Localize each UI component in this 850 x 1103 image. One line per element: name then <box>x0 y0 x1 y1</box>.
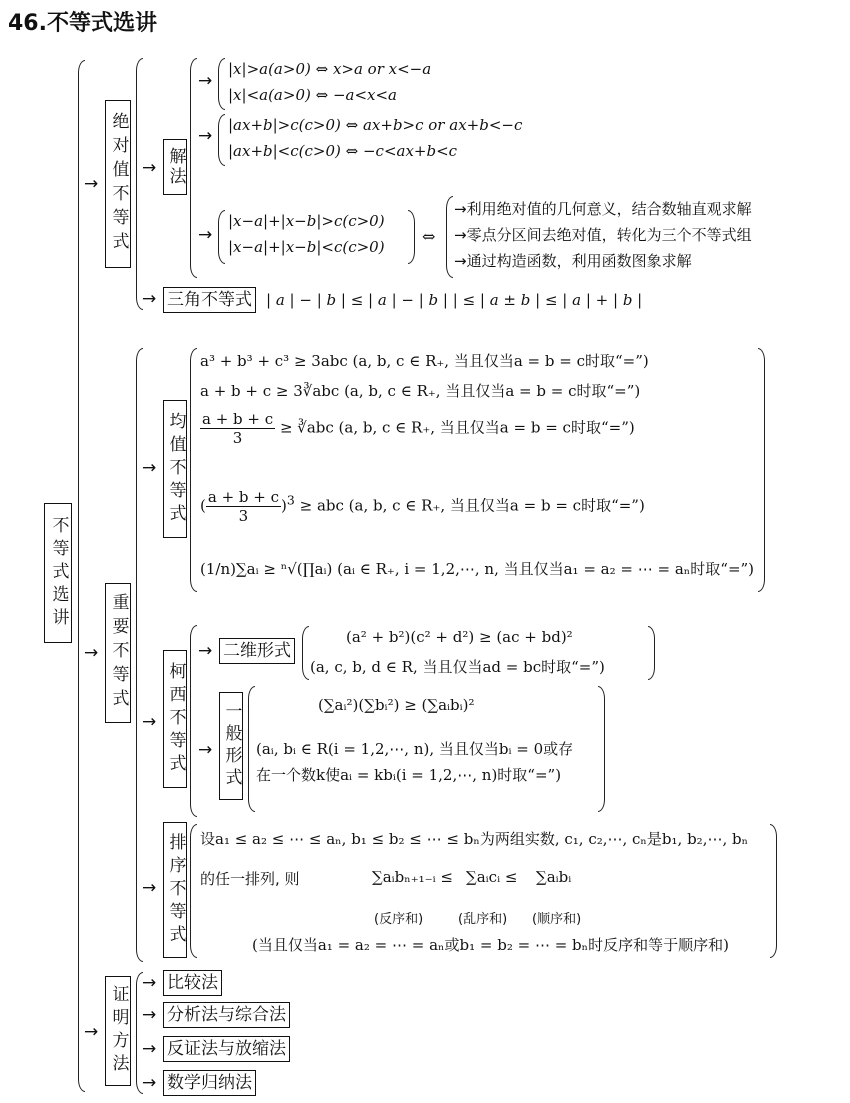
mean-close-brace <box>758 348 765 592</box>
arrow-icon: → <box>142 878 157 898</box>
cauchy-general-condition-1: (aᵢ, bᵢ ∈ R(i = 1,2,⋯, n), 当且仅当bᵢ = 0或存 <box>256 740 574 758</box>
mean-ineq-frac-cube-text: ≥ abc (a, b, c ∈ R₊, 当且仅当a = b = c时取“=”) <box>299 496 645 515</box>
rule-linear-lt: |ax+b|<c(c>0) ⇔ −c<ax+b<c <box>228 142 458 160</box>
method-label: 解法 <box>165 147 186 187</box>
solve-method-zero-point: →零点分区间去绝对值，转化为三个不等式组 <box>454 226 752 244</box>
random-sum: ∑aᵢcᵢ ≤ <box>466 868 518 886</box>
arrow-icon: → <box>84 1022 99 1042</box>
triangle-ineq-formula: | a | − | b | ≤ | a | − | b | | ≤ | a ± b | ≤ | a | + | b | <box>266 291 643 309</box>
abs-ineq-box <box>105 100 131 268</box>
solve-method-function: →通过构造函数，利用函数图象求解 <box>454 252 692 270</box>
method-box <box>163 139 187 195</box>
iff-symbol: ⇔ <box>422 227 436 246</box>
rearrangement-statement-2: 的任一排列, 则 <box>200 870 300 888</box>
ordered-sum: ∑aᵢbᵢ <box>536 868 572 886</box>
arrow-icon: → <box>142 458 157 478</box>
root-brace <box>78 60 85 1092</box>
mean-frac-numerator: a + b + c <box>202 410 274 428</box>
mean-ineq-general: (1/n)∑aᵢ ≥ ⁿ√(∏aᵢ) (aᵢ ∈ R₊, i = 1,2,⋯, n, 当且仅当a₁ = a₂ = ⋯ = aₙ时取“=”) <box>200 560 755 578</box>
arrow-icon: → <box>198 71 213 91</box>
method-brace <box>190 58 197 278</box>
arrow-icon: → <box>198 641 213 661</box>
important-brace <box>136 348 143 962</box>
rearrangement-ineq-label: 排序不等式 <box>165 832 186 948</box>
triangle-ineq-box: 三角不等式 <box>163 287 256 313</box>
rule-brace <box>218 210 225 264</box>
cauchy-2d-condition: (a, c, b, d ∈ R, 当且仅当ad = bc时取“=”) <box>310 658 605 676</box>
mean-ineq-sum: a + b + c ≥ 3∛abc (a, b, c ∈ R₊, 当且仅当a = b = c时取“=”) <box>200 382 641 400</box>
root-topic-box <box>44 503 72 643</box>
arrow-icon: → <box>84 174 99 194</box>
arrow-icon: → <box>198 225 213 245</box>
arrow-icon: → <box>142 158 157 178</box>
arrow-icon: → <box>142 1073 157 1093</box>
proof-method-induction: 数学归纳法 <box>163 1070 256 1096</box>
reverse-sum: ∑aᵢbₙ₊₁₋ᵢ ≤ <box>372 868 453 886</box>
cauchy-general-formula: (∑aᵢ²)(∑bᵢ²) ≥ (∑aᵢbᵢ)² <box>318 696 475 714</box>
mean-frac-denominator: 3 <box>232 429 243 447</box>
cauchy-general-brace <box>248 686 255 812</box>
abs-ineq-label: 绝对值不等式 <box>108 112 129 256</box>
page-title: 46.不等式选讲 <box>8 11 157 36</box>
proof-methods-box <box>105 976 131 1086</box>
proof-method-analysis-synthesis: 分析法与综合法 <box>163 1002 290 1028</box>
arrow-icon: → <box>142 712 157 732</box>
arrow-icon: → <box>142 1039 157 1059</box>
rearrangement-ineq-box <box>163 822 187 958</box>
cauchy-general-box <box>219 692 243 800</box>
important-ineq-label: 重要不等式 <box>108 593 129 713</box>
rule-two-abs-gt: |x−a|+|x−b|>c(c>0) <box>228 212 385 230</box>
arrow-icon: → <box>198 126 213 146</box>
arrow-icon: → <box>142 973 157 993</box>
reverse-sum-caption: (反序和) <box>374 912 424 927</box>
abs-brace <box>136 58 143 310</box>
root-topic-label: 不等式选讲 <box>48 515 69 631</box>
rule-brace <box>218 58 225 110</box>
mean-brace <box>190 348 197 592</box>
proof-method-contradiction-scaling: 反证法与放缩法 <box>163 1036 290 1062</box>
ordered-sum-caption: (顺序和) <box>532 912 582 927</box>
arrow-icon: → <box>142 1005 157 1025</box>
rule-brace <box>218 114 225 166</box>
mean-ineq-frac <box>200 410 635 447</box>
mean-ineq-cubes: a³ + b³ + c³ ≥ 3abc (a, b, c ∈ R₊, 当且仅当a = b = c时取“=”) <box>200 352 649 370</box>
mean-ineq-box <box>163 400 187 538</box>
mean-ineq-label: 均值不等式 <box>165 411 186 527</box>
rearrangement-condition: (当且仅当a₁ = a₂ = ⋯ = aₙ或b₁ = b₂ = ⋯ = bₙ时反序和等于顺序和) <box>252 936 729 954</box>
rearrangement-close-brace <box>770 824 777 958</box>
arrow-icon: → <box>198 740 213 760</box>
mean-ineq-frac-text: ≥ ∛abc (a, b, c ∈ R₊, 当且仅当a = b = c时取“=”) <box>279 418 635 437</box>
mean-ineq-frac-cube: ( $\frac{a + b + c}{3}$ )$^3$ ≥ abc (a, b, c ∈ R₊, 当且仅当a = b = c时取“=”) <box>200 488 645 525</box>
proof-methods-label: 证明方法 <box>108 985 129 1077</box>
arrow-icon: → <box>84 643 99 663</box>
important-ineq-box <box>105 583 131 723</box>
random-sum-caption: (乱序和) <box>458 912 508 927</box>
cauchy-2d-brace <box>302 626 309 680</box>
solve-methods-brace <box>446 196 453 278</box>
rule-abs-lt: |x|<a(a>0) ⇔ −a<x<a <box>228 86 397 104</box>
cauchy-ineq-box <box>163 650 187 788</box>
arrow-icon: → <box>142 289 157 309</box>
cauchy-2d-formula: (a² + b²)(c² + d²) ≥ (ac + bd)² <box>346 628 573 646</box>
solve-method-geometric: →利用绝对值的几何意义，结合数轴直观求解 <box>454 200 752 218</box>
cauchy-general-close-brace <box>598 686 605 812</box>
rule-linear-gt: |ax+b|>c(c>0) ⇔ ax+b>c or ax+b<−c <box>228 116 523 134</box>
cauchy-general-condition-2: 在一个数k使aᵢ = kbᵢ(i = 1,2,⋯, n)时取“=”) <box>256 766 562 784</box>
rule-abs-gt: |x|>a(a>0) ⇔ x>a or x<−a <box>228 60 432 78</box>
cauchy-brace <box>190 625 197 817</box>
mean-frac-cube-denominator: 3 <box>238 507 249 525</box>
rearrangement-brace <box>190 824 197 958</box>
rearrangement-statement-1: 设a₁ ≤ a₂ ≤ ⋯ ≤ aₙ, b₁ ≤ b₂ ≤ ⋯ ≤ bₙ为两组实数, c₁, c₂,⋯, cₙ是b₁, b₂,⋯, bₙ <box>200 830 749 848</box>
cauchy-ineq-label: 柯西不等式 <box>165 661 186 777</box>
cauchy-2d-close-brace <box>648 626 655 680</box>
proof-method-comparison: 比较法 <box>163 970 222 996</box>
cauchy-general-label: 一般形式 <box>221 702 242 790</box>
rule-close-brace <box>408 210 415 264</box>
mean-frac-cube-numerator: a + b + c <box>207 488 280 506</box>
rule-two-abs-lt: |x−a|+|x−b|<c(c>0) <box>228 238 385 256</box>
cauchy-2d-box: 二维形式 <box>219 638 295 664</box>
